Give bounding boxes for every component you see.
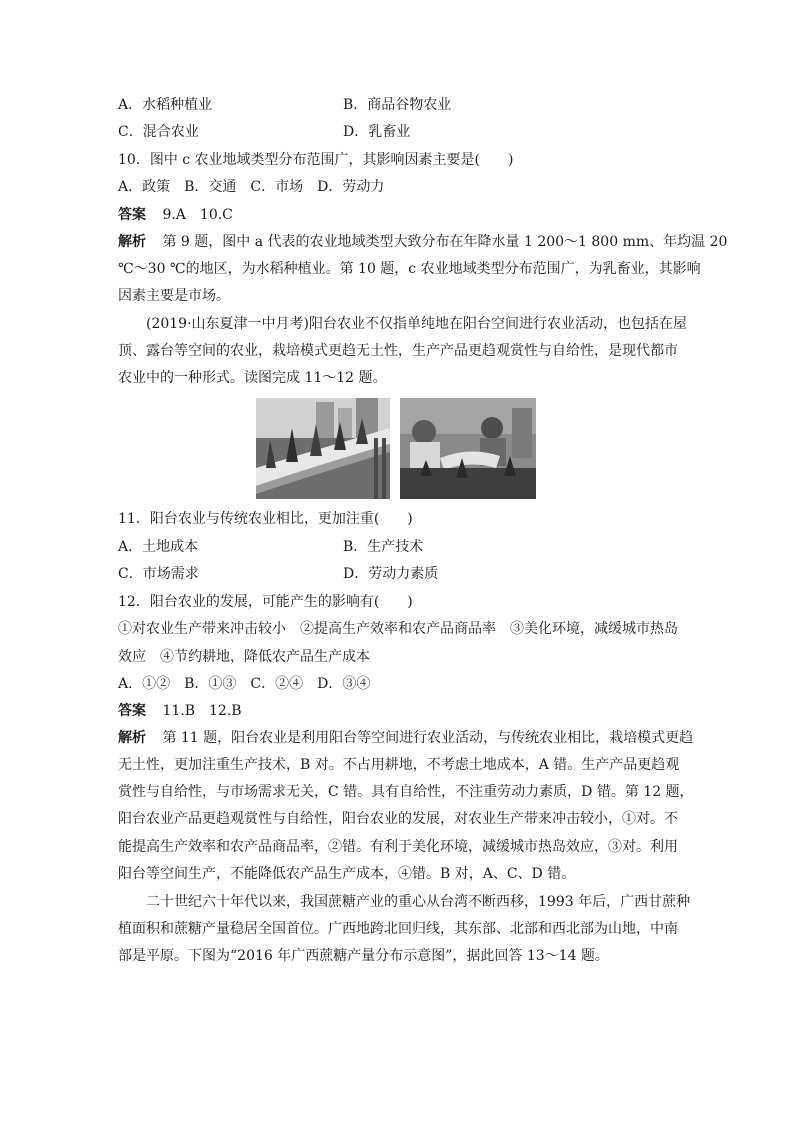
q9-option-a: A．水稻种植业: [118, 97, 213, 113]
answer-label: 答案: [118, 703, 146, 719]
explanation-9-10-line-1: 解析 第 9 题，图中 a 代表的农业地域类型大致分布在年降水量 1 200～1 800 mm、年均温 20: [118, 234, 728, 250]
q9-option-d: D．乳畜业: [343, 124, 411, 140]
q11-option-d: D．劳动力素质: [343, 566, 439, 582]
q10-question: 10．图中 c 农业地域类型分布范围广，其影响因素主要是( ): [118, 152, 514, 168]
q11-option-b: B．生产技术: [343, 539, 424, 555]
explanation-label: 解析: [118, 234, 146, 250]
q9-option-b: B．商品谷物农业: [343, 97, 452, 113]
q12-question: 12．阳台农业的发展，可能产生的影响有( ): [118, 594, 413, 610]
q9-option-c: C．混合农业: [118, 124, 199, 140]
rooftop-garden-photo: [400, 398, 536, 499]
answer-label: 答案: [118, 207, 146, 223]
q12-options: A．①② B．①③ C．②④ D．③④: [118, 676, 371, 692]
answer-9-10: [118, 206, 233, 224]
balcony-planter-photo: [256, 398, 390, 499]
answer-11-12: [118, 702, 242, 720]
explanation-9-10-line-2: ℃～30 ℃的地区，为水稻种植业。第 10 题，c 农业地域类型分布范围广，为乳畜业，其影响: [118, 261, 701, 277]
passage-11-12-line-3: 农业中的一种形式。读图完成 11～12 题。: [118, 370, 387, 386]
explanation-11-12-line-1: 解析 第 11 题，阳台农业是利用阳台等空间进行农业活动，与传统农业相比，栽培模式更趋: [118, 730, 694, 746]
answer-text: 9.A 10.C: [162, 207, 233, 223]
answer-text: 11.B 12.B: [162, 703, 242, 719]
q10-options: A．政策 B．交通 C．市场 D．劳动力: [118, 179, 385, 195]
passage-13-14-line-3: 部是平原。下图为“2016 年广西蔗糖产量分布示意图”，据此回答 13～14 题。: [118, 948, 609, 964]
explanation-11-12-line-5: 能提高生产效率和农产品商品率，②错。有利于美化环境，减缓城市热岛效应，③对。利用: [118, 839, 678, 855]
explanation-11-12-line-2: 无土性，更加注重生产技术，B 对。不占用耕地，不考虑土地成本，A 错。生产产品更趋观: [118, 757, 680, 773]
passage-11-12-line-2: 顶、露台等空间的农业，栽培模式更趋无土性，生产产品更趋观赏性与自给性，是现代都市: [118, 343, 678, 359]
q11-option-a: A．土地成本: [118, 539, 199, 555]
explanation-label: 解析: [118, 730, 146, 746]
explanation-9-10-line-3: 因素主要是市场。: [118, 288, 230, 304]
q11-question: 11．阳台农业与传统农业相比，更加注重( ): [118, 511, 413, 527]
passage-13-14-line-2: 植面积和蔗糖产量稳居全国首位。广西地跨北回归线，其东部、北部和西北部为山地，中南: [118, 921, 678, 937]
q12-statements-line-2: 效应 ④节约耕地，降低农产品生产成本: [118, 649, 370, 665]
passage-11-12-line-1: (2019·山东夏津一中月考)阳台农业不仅指单纯地在阳台空间进行农业活动，也包括在屋: [146, 316, 688, 332]
q12-statements-line-1: ①对农业生产带来冲击较小 ②提高生产效率和农产品商品率 ③美化环境，减缓城市热岛: [118, 621, 678, 637]
explanation-11-12-line-4: 阳台农业产品更趋观赏性与自给性，阳台农业的发展，对农业生产带来冲击较小，①对。不: [118, 811, 678, 827]
q11-option-c: C．市场需求: [118, 566, 199, 582]
explanation-11-12-line-6: 阳台等空间生产，不能降低农产品生产成本，④错。B 对，A、C、D 错。: [118, 866, 576, 882]
explanation-11-12-line-3: 赏性与自给性，与市场需求无关，C 错。具有自给性，不注重劳动力素质，D 错。第 12 题，: [118, 784, 694, 800]
passage-13-14-line-1: 二十世纪六十年代以来，我国蔗糖产业的重心从台湾不断西移，1993 年后，广西甘蔗种: [146, 894, 691, 910]
